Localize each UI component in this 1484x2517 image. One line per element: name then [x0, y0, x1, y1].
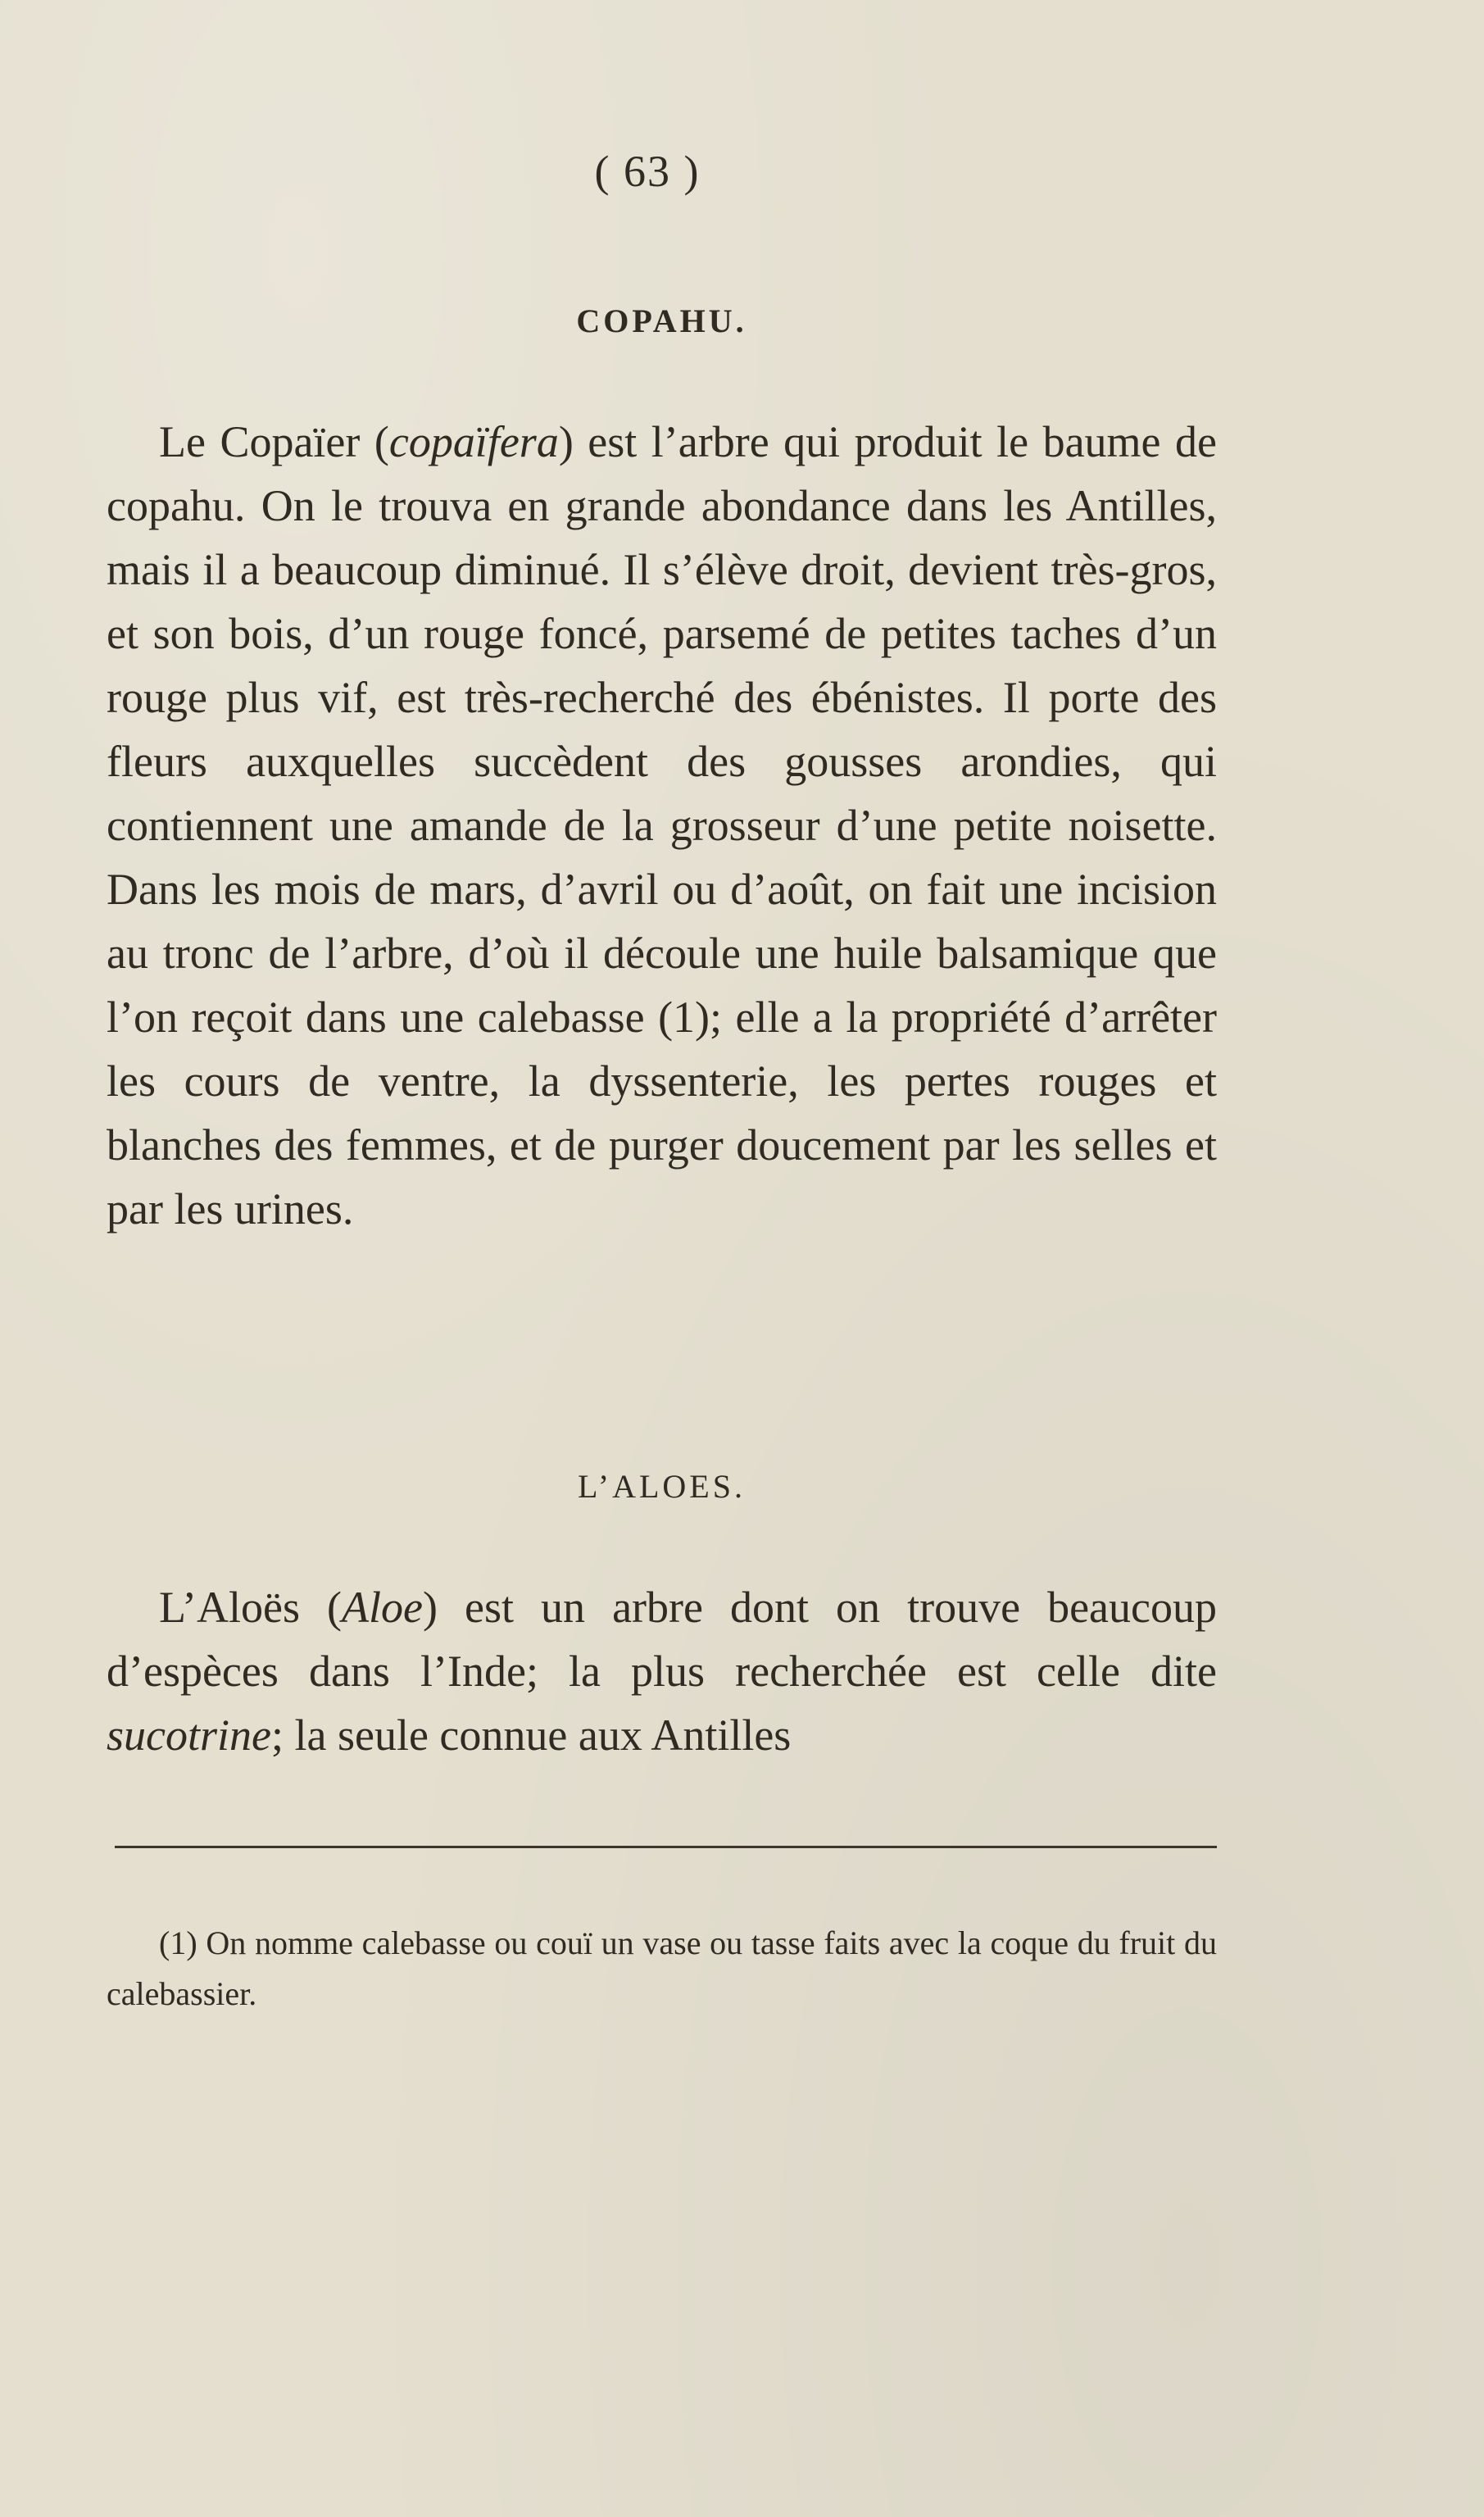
section-title-copahu: COPAHU. [576, 302, 747, 339]
footnote-text: (1) On nomme calebasse ou couï un vase ou tasse faits avec la coque du fruit du calebassier. [107, 1924, 1217, 2012]
page-number: ( 63 ) [594, 147, 701, 196]
aloes-text-part-2: ) est un arbre dont on trouve beaucoup d’espèces dans l’Inde; la plus recherchée est celle dite [107, 1583, 1217, 1696]
paragraph-copahu [107, 410, 1217, 1241]
footnote-divider [115, 1846, 1217, 1848]
aloes-variety-name: sucotrine [107, 1711, 271, 1760]
section-title-aloes: L’ALOES. [578, 1468, 746, 1505]
aloes-text-part-3: ; la seule connue aux Antilles [270, 1711, 792, 1760]
aloes-text-part-1: L’Aloës ( [159, 1583, 343, 1632]
copahu-text-part-2: ) est l’arbre qui produit le baume de copahu. On le trouva en grande abondance dans les Antilles, mais il a beaucoup diminué. Il s’élève droit, devient très-gros, et son bois, d’un rouge foncé, parsemé de petites taches d’un rouge plus vif, est très-recherché des ébénistes. Il porte des fleurs auxquelles succèdent des gousses arondies, qui contiennent une amande de la grosseur d’une petite noisette. Dans les mois de mars, d’avril ou d’août, on fait une incision au tronc de l’arbre, d’où il découle une huile balsamique que l’on reçoit dans une calebasse (1); elle a la propriété d’arrêter les cours de ventre, la dyssenterie, les pertes rouges et blanches des femmes, et de purger doucement par les selles et par les urines. [107, 417, 1217, 1234]
copahu-latin-name: copaïfera [388, 417, 559, 466]
paragraph-aloes [107, 1575, 1217, 1767]
aloes-latin-name: Aloe [342, 1583, 423, 1632]
copahu-text-part-1: Le Copaïer ( [159, 417, 389, 466]
footnote [107, 1918, 1217, 2020]
